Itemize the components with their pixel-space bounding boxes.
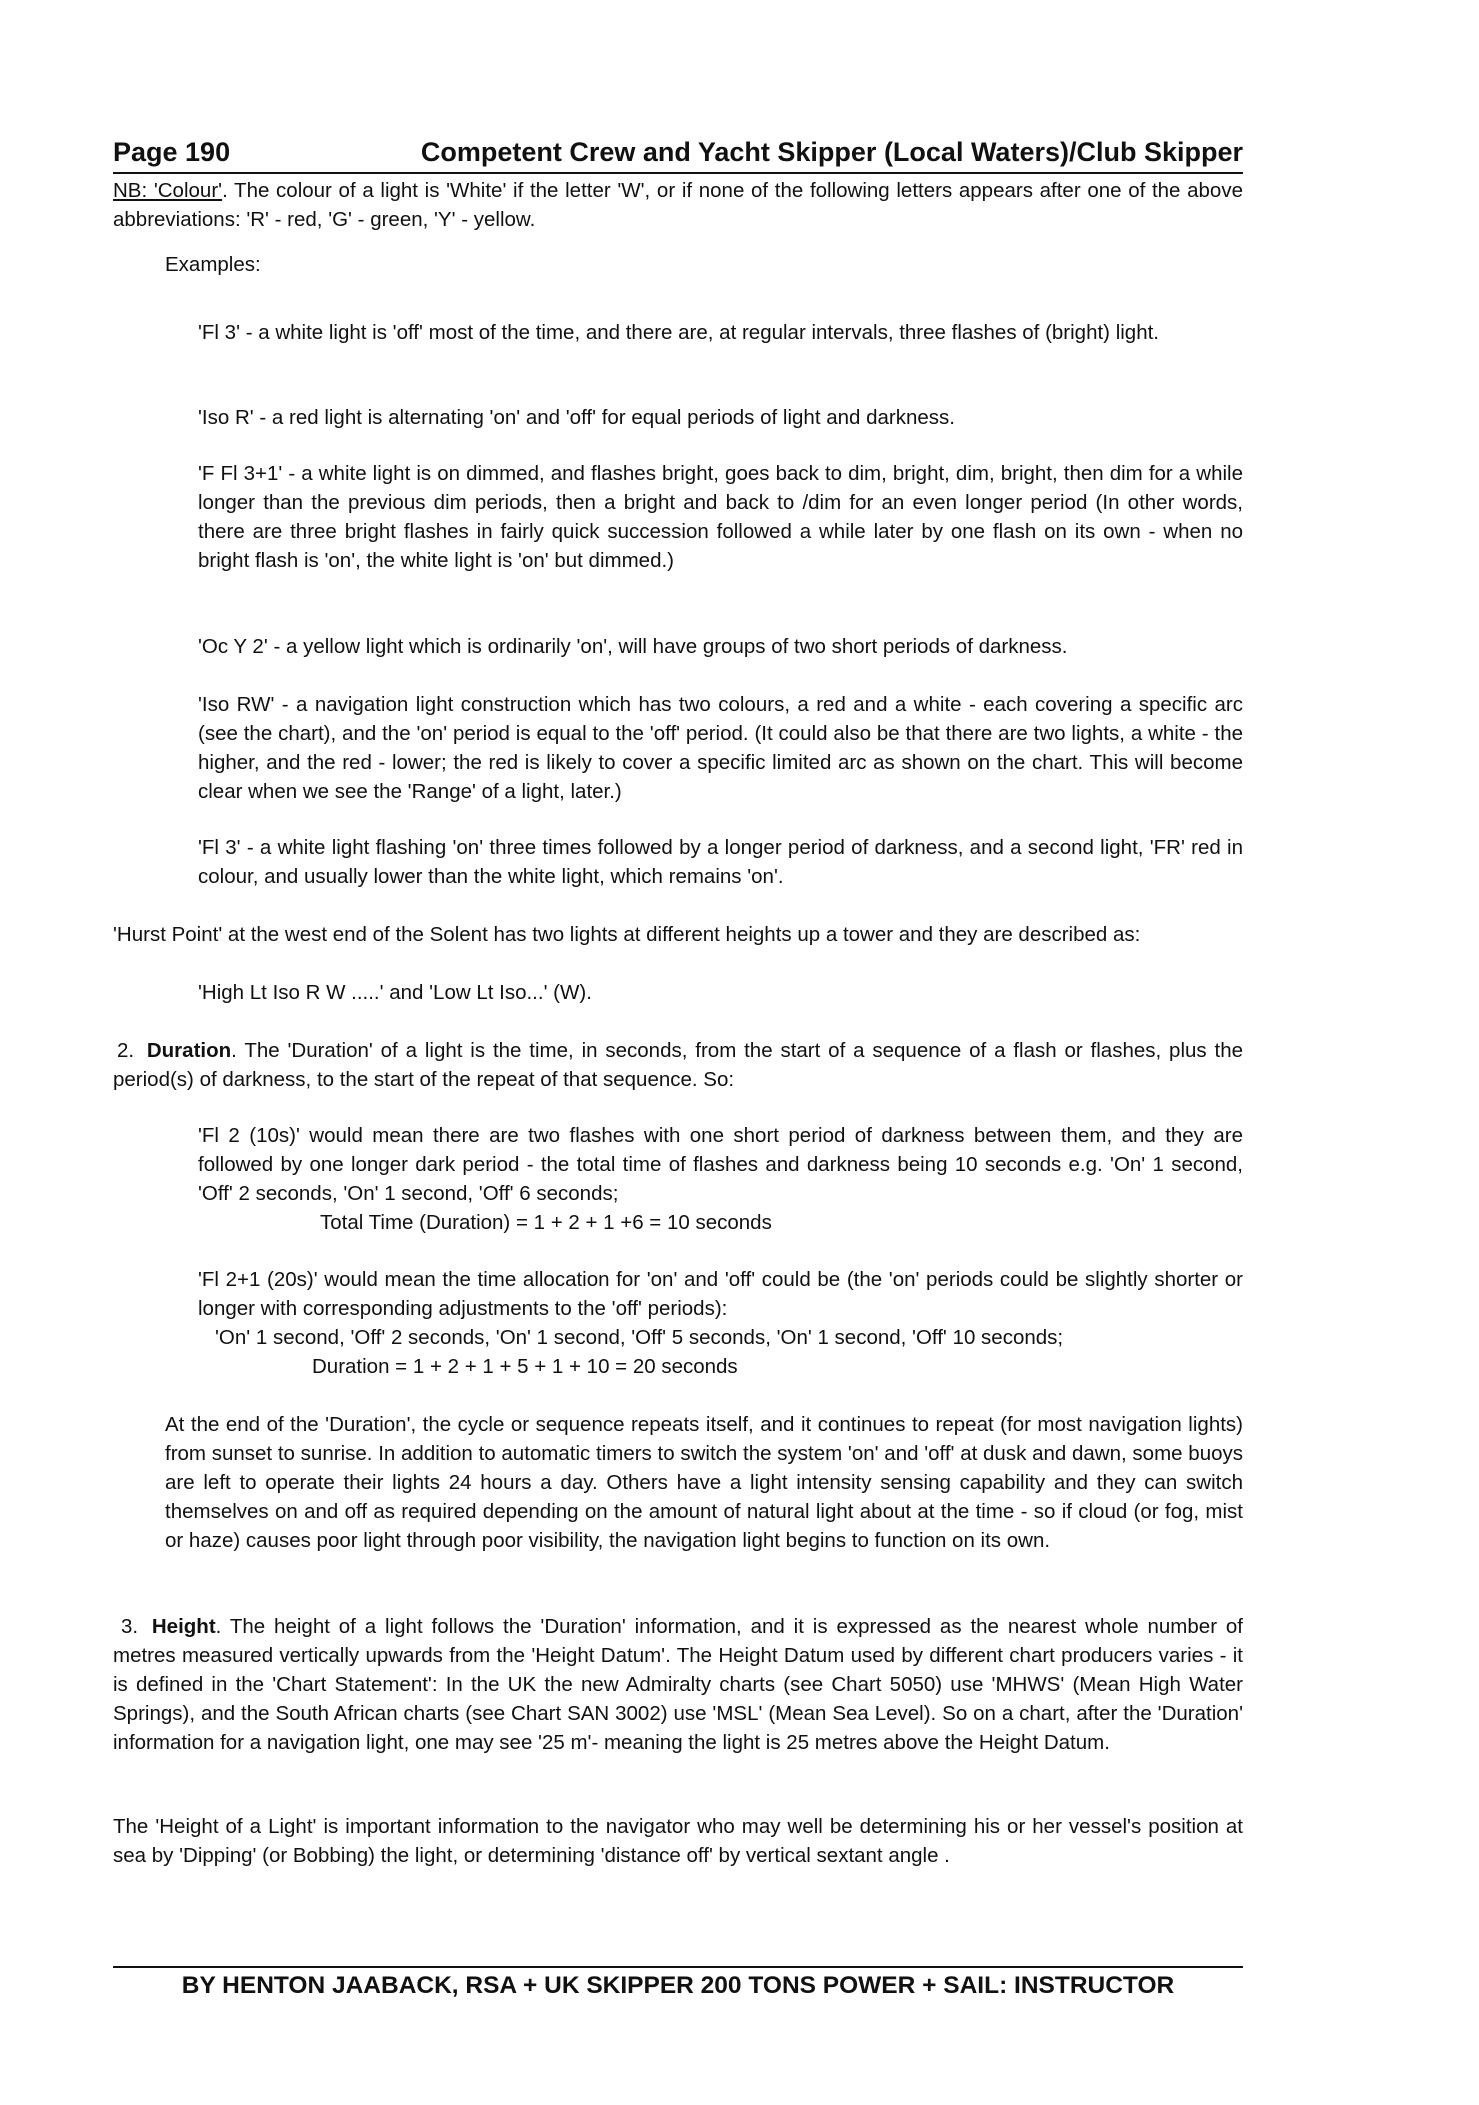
duration-example-1: 'Fl 2 (10s)' would mean there are two flashes with one short period of darkness between them, and they are followed by one longer dark period - the total time of flashes and darkness being 10 seconds e.g. 'On' 1 second, 'Off' 2 seconds, 'On' 1 second, 'Off' 6 seconds;	[198, 1124, 1243, 1205]
example-paragraph: 'Oc Y 2' - a yellow light which is ordinarily 'on', will have groups of two short periods of darkness.	[198, 635, 1068, 658]
duration-text: . The 'Duration' of a light is the time, in seconds, from the start of a sequence of a flash or flashes, plus the period(s) of darkness, to the start of the repeat of that sequence. So:	[113, 1039, 1243, 1091]
duration-paragraph	[113, 1036, 1243, 1094]
duration-cycle-paragraph: At the end of the 'Duration', the cycle or sequence repeats itself, and it continues to repeat (for most navigation lights) from sunset to sunrise. In addition to automatic timers to switch the system 'on' and 'off' at dusk and dawn, some buoys are left to operate their lights 24 hours a day. Others have a light intensity sensing capability and they can switch themselves on and off as required depending on the amount of natural light about at the time - so if cloud (or fog, mist or haze) causes poor light through poor visibility, the navigation light begins to function on its own.	[165, 1413, 1243, 1552]
example-paragraph: 'Iso RW' - a navigation light construction which has two colours, a red and a white - each covering a specific arc (see the chart), and the 'on' period is equal to the 'off' period. (It could also be that there are two lights, a white - the higher, and the red - lower; the red is likely to cover a specific limited arc as shown on the chart. This will become clear when we see the 'Range' of a light, later.)	[198, 693, 1243, 803]
hurst-point-description: 'High Lt Iso R W .....' and 'Low Lt Iso...' (W).	[198, 981, 592, 1004]
examples-label: Examples:	[165, 253, 261, 276]
duration-example-2: 'Fl 2+1 (20s)' would mean the time allocation for 'on' and 'off' could be (the 'on' periods could be slightly shorter or longer with corresponding adjustments to the 'off' periods):	[198, 1268, 1243, 1320]
section-heading: Height	[151, 1615, 216, 1638]
example-paragraph: 'Fl 3' - a white light is 'off' most of the time, and there are, at regular intervals, three flashes of (bright) light.	[198, 321, 1159, 344]
nb-colour-paragraph	[113, 176, 1243, 234]
page-title: Competent Crew and Yacht Skipper (Local Waters)/Club Skipper	[420, 137, 1243, 167]
duration-calculation-2: Duration = 1 + 2 + 1 + 5 + 1 + 10 = 20 seconds	[312, 1355, 738, 1378]
duration-calculation-1: Total Time (Duration) = 1 + 2 + 1 +6 = 10 seconds	[320, 1211, 772, 1234]
height-text: . The height of a light follows the 'Duration' information, and it is expressed as the nearest whole number of metres measured vertically upwards from the 'Height Datum'. The Height Datum used by different chart producers varies - it is defined in the 'Chart Statement': In the UK the new Admiralty charts (see Chart 5050) use 'MHWS' (Mean High Water Springs), and the South African charts (see Chart SAN 3002) use 'MSL' (Mean Sea Level). So on a chart, after the 'Duration' information for a navigation light, one may see '25 m'- meaning the light is 25 metres above the Height Datum.	[113, 1615, 1243, 1754]
section-number: 3.	[121, 1615, 139, 1638]
example-paragraph: 'Iso R' - a red light is alternating 'on' and 'off' for equal periods of light and darkness.	[198, 406, 955, 429]
section-number: 2.	[117, 1039, 135, 1062]
height-importance-paragraph: The 'Height of a Light' is important information to the navigator who may well be determining his or her vessel's position at sea by 'Dipping' (or Bobbing) the light, or determining 'distance off' by vertical sextant angle .	[113, 1815, 1243, 1867]
page-header	[113, 128, 1243, 174]
page-footer: BY HENTON JAABACK, RSA + UK SKIPPER 200 TONS POWER + SAIL: INSTRUCTOR	[181, 1972, 1175, 1999]
hurst-point-paragraph: 'Hurst Point' at the west end of the Solent has two lights at different heights up a tower and they are described as:	[113, 923, 1141, 946]
section-heading: Duration	[146, 1039, 232, 1062]
duration-sequence-2: 'On' 1 second, 'Off' 2 seconds, 'On' 1 second, 'Off' 5 seconds, 'On' 1 second, 'Off' 10 seconds;	[215, 1326, 1064, 1349]
nb-text: . The colour of a light is 'White' if the letter 'W', or if none of the following letters appears after one of the above abbreviations: 'R' - red, 'G' - green, 'Y' - yellow.	[113, 179, 1243, 231]
example-paragraph: 'Fl 3' - a white light flashing 'on' three times followed by a longer period of darkness, and a second light, 'FR' red in colour, and usually lower than the white light, which remains 'on'.	[198, 836, 1243, 888]
example-paragraph: 'F Fl 3+1' - a white light is on dimmed, and flashes bright, goes back to dim, bright, dim, bright, then dim for a while longer than the previous dim periods, then a bright and back to /dim for an even longer period (In other words, there are three bright flashes in fairly quick succession followed a while later by one flash on its own - when no bright flash is 'on', the white light is 'on' but dimmed.)	[198, 462, 1243, 572]
height-paragraph	[113, 1612, 1243, 1757]
footer-divider	[113, 1966, 1243, 1968]
page-number: Page 190	[113, 137, 231, 167]
nb-lead: NB: 'Colour'	[113, 179, 223, 202]
